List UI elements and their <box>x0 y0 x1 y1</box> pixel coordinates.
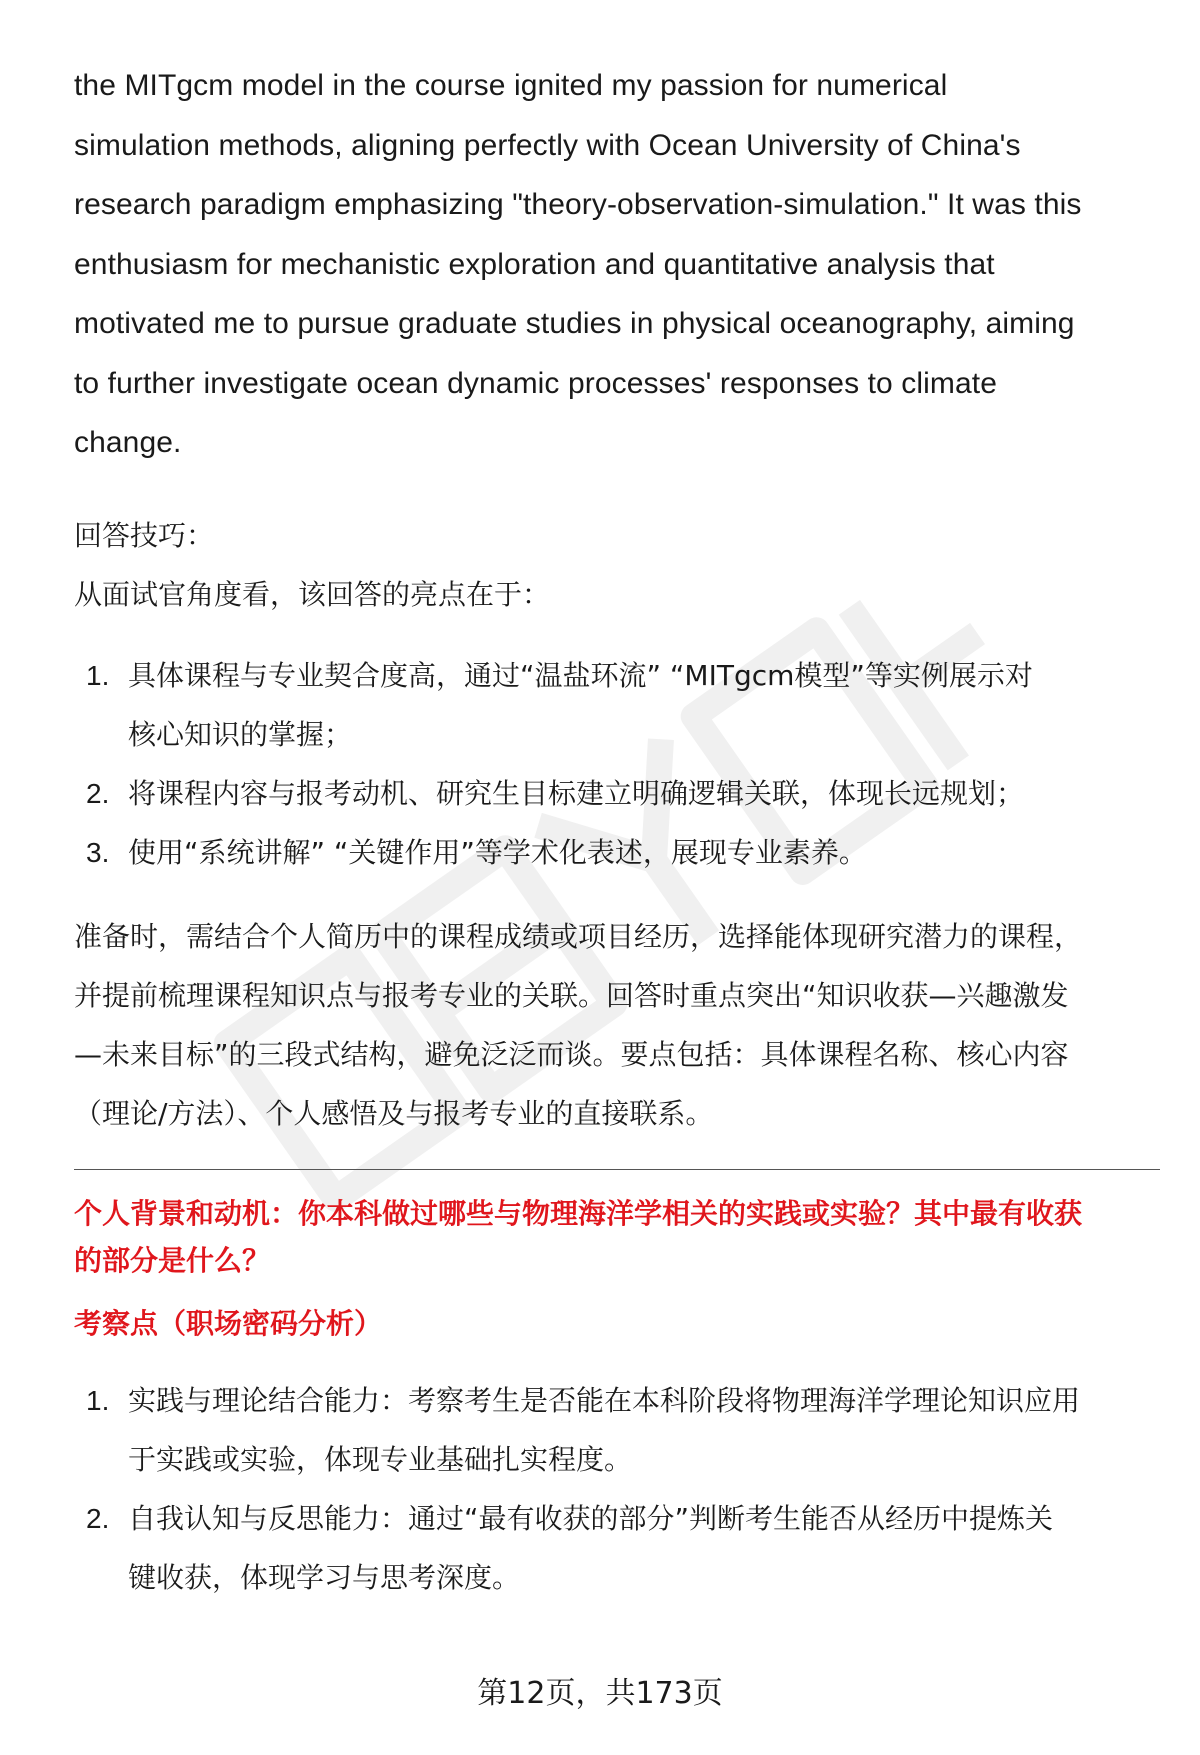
prep-line: 并提前梳理课程知识点与报考专业的关联。回答时重点突出“知识收获—兴趣激发 <box>74 978 1069 1012</box>
english-line: change. <box>74 426 182 459</box>
section-divider <box>74 1169 1160 1170</box>
list-item <box>74 1489 1160 1607</box>
tips-list <box>74 646 1160 882</box>
english-line: motivated me to pursue graduate studies in physical oceanography, aiming <box>74 307 1075 340</box>
tips-intro: 从面试官角度看，该回答的亮点在于： <box>74 577 551 611</box>
list-text: 键收获，体现学习与思考深度。 <box>128 1560 521 1594</box>
question-line: 个人背景和动机：你本科做过哪些与物理海洋学相关的实践或实验？其中最有收获 <box>74 1196 1083 1230</box>
list-item <box>74 764 1160 823</box>
list-text: 具体课程与专业契合度高，通过“温盐环流” “MITgcm模型”等实例展示对 <box>128 658 1033 692</box>
tips-heading: 回答技巧： <box>74 518 215 552</box>
prep-paragraph <box>74 907 1160 1143</box>
question-heading <box>74 1190 1160 1284</box>
prep-line: —未来目标”的三段式结构，避免泛泛而谈。要点包括：具体课程名称、核心内容 <box>74 1037 1069 1071</box>
list-item <box>74 823 1160 882</box>
list-number: 1. <box>86 1384 110 1416</box>
list-text: 实践与理论结合能力：考察考生是否能在本科阶段将物理海洋学理论知识应用 <box>128 1383 1081 1417</box>
english-line: research paradigm emphasizing "theory-observation-simulation." It was this <box>74 188 1082 221</box>
english-line: to further investigate ocean dynamic processes' responses to climate <box>74 366 997 400</box>
list-item <box>74 646 1160 764</box>
list-number: 2. <box>86 777 110 809</box>
list-text: 核心知识的掌握； <box>128 717 353 751</box>
analysis-list <box>74 1371 1160 1607</box>
list-item <box>74 1371 1160 1489</box>
english-line: simulation methods, aligning perfectly with Ocean University of China's <box>74 128 1021 162</box>
list-text: 自我认知与反思能力：通过“最有收获的部分”判断考生能否从经历中提炼关 <box>128 1501 1054 1535</box>
question-line: 的部分是什么？ <box>74 1243 271 1277</box>
english-line: enthusiasm for mechanistic exploration and quantitative analysis that <box>74 247 995 281</box>
list-text: 于实践或实验，体现专业基础扎实程度。 <box>128 1442 633 1476</box>
english-paragraph <box>74 56 1160 473</box>
analysis-heading: 考察点（职场密码分析） <box>74 1306 383 1340</box>
prep-line: 准备时，需结合个人简历中的课程成绩或项目经历，选择能体现研究潜力的课程， <box>74 919 1083 953</box>
prep-line: （理论/方法）、个人感悟及与报考专业的直接联系。 <box>74 1096 714 1130</box>
list-text: 使用“系统讲解” “关键作用”等学术化表述，展现专业素养。 <box>128 835 867 869</box>
english-line: the MITgcm model in the course ignited my passion for numerical <box>74 69 948 102</box>
list-number: 1. <box>86 659 110 691</box>
page-number-footer: 第12页，共173页 <box>477 1676 723 1711</box>
list-number: 2. <box>86 1502 110 1534</box>
list-text: 将课程内容与报考动机、研究生目标建立明确逻辑关联，体现长远规划； <box>128 776 1025 810</box>
list-number: 3. <box>86 836 110 868</box>
